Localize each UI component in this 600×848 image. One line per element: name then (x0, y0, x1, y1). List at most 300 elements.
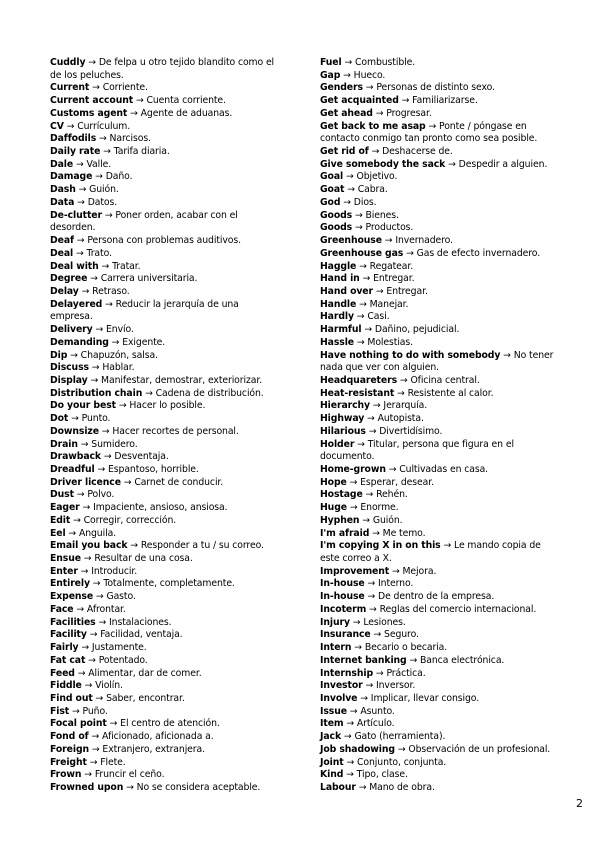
arrow-separator: → (65, 527, 79, 539)
glossary-definition: Productos. (365, 222, 414, 234)
glossary-definition: Entregar. (373, 273, 415, 285)
glossary-term: Greenhouse (320, 235, 382, 247)
arrow-separator: → (343, 171, 357, 183)
glossary-definition: Becario o becaria. (364, 642, 448, 654)
glossary-definition: Manejar. (369, 298, 409, 310)
arrow-separator: → (343, 718, 357, 730)
arrow-separator: → (344, 184, 358, 196)
arrow-separator: → (440, 540, 455, 552)
arrow-separator: → (370, 400, 384, 412)
glossary-definition: Cultivadas en casa. (399, 464, 489, 475)
glossary-entry (50, 210, 282, 235)
glossary-definition: Envío. (106, 324, 134, 336)
glossary-definition: Dios. (353, 196, 377, 208)
glossary-term: Hand in (320, 273, 360, 285)
arrow-separator: → (93, 591, 107, 603)
glossary-definition: Manifestar, demostrar, exteriorizar. (101, 374, 263, 386)
glossary-term: Delayered (50, 298, 103, 310)
glossary-definition: Gato (herramienta). (354, 731, 446, 743)
glossary-term: Internet banking (320, 654, 407, 666)
glossary-definition: Lesiones. (363, 616, 406, 628)
glossary-entry (50, 769, 282, 782)
arrow-separator: → (361, 324, 375, 336)
glossary-entry (50, 375, 282, 388)
glossary-entry (50, 782, 282, 795)
arrow-separator: → (394, 743, 409, 755)
arrow-separator: → (127, 540, 141, 552)
arrow-separator: → (92, 692, 107, 704)
glossary-definition: Entregar. (386, 285, 428, 297)
glossary-entry (50, 515, 282, 528)
glossary-definition: Instalaciones. (109, 616, 172, 628)
glossary-entry (320, 744, 558, 757)
glossary-definition: Exigente. (122, 336, 166, 348)
glossary-entry (50, 451, 282, 464)
glossary-definition: Currículum. (77, 120, 131, 132)
glossary-definition: Bienes. (365, 209, 399, 221)
glossary-entry (50, 400, 282, 413)
glossary-entry (50, 426, 282, 439)
glossary-term: Drain (50, 438, 78, 450)
glossary-term: Entirely (50, 578, 90, 590)
glossary-term: Edit (50, 514, 71, 526)
glossary-definition: Anguila. (78, 527, 117, 539)
glossary-definition: Resistente al calor. (407, 387, 494, 399)
glossary-term: Dash (50, 184, 76, 196)
arrow-separator: → (86, 756, 101, 768)
arrow-separator: → (74, 667, 89, 679)
glossary-entry (50, 744, 282, 757)
glossary-entry (50, 502, 282, 515)
arrow-separator: → (69, 705, 83, 717)
arrow-separator: → (403, 247, 417, 259)
glossary-definition: Reglas del comercio internacional. (379, 603, 537, 615)
arrow-separator: → (381, 235, 396, 247)
arrow-separator: → (370, 629, 385, 641)
glossary-definition: Mejora. (402, 565, 437, 577)
glossary-entry (320, 502, 558, 515)
arrow-separator: → (362, 82, 377, 94)
glossary-term: Enter (50, 565, 78, 577)
glossary-term: Eel (50, 527, 66, 539)
glossary-term: Hierarchy (320, 400, 371, 412)
glossary-term: Deal (50, 247, 74, 259)
glossary-entry (50, 273, 282, 286)
glossary-definition: Impaciente, ansioso, ansiosa. (93, 502, 228, 514)
glossary-term: Degree (50, 273, 88, 285)
arrow-separator: → (340, 69, 354, 81)
glossary-term: Daffodils (50, 133, 97, 145)
glossary-definition: Flete. (100, 756, 126, 768)
glossary-term: Focal point (50, 718, 107, 730)
glossary-definition: Persona con problemas auditivos. (87, 235, 241, 247)
glossary-entry (50, 617, 282, 630)
glossary-entry (50, 693, 282, 706)
glossary-entry (320, 413, 558, 426)
glossary-definition: Cadena de distribución. (155, 387, 264, 399)
glossary-entry (50, 540, 282, 553)
glossary-term: Hardly (320, 311, 354, 323)
glossary-term: Get ahead (320, 107, 373, 119)
glossary-entry (50, 668, 282, 681)
glossary-term: Frown (50, 769, 82, 781)
arrow-separator: → (102, 298, 116, 310)
glossary-term: Labour (320, 781, 356, 793)
glossary-definition: No tener nada que ver con alguien. (320, 349, 554, 374)
glossary-entry (320, 286, 558, 299)
glossary-entry (320, 388, 558, 401)
glossary-definition: De dentro de la empresa. (378, 591, 495, 603)
arrow-separator: → (81, 680, 96, 692)
glossary-definition: Titular, persona que figura en el documento. (320, 438, 514, 463)
glossary-entry (320, 210, 558, 223)
glossary-entry (50, 604, 282, 617)
glossary-definition: Familiarizarse. (412, 95, 478, 107)
glossary-definition: Interno. (378, 578, 414, 590)
page-number: 2 (576, 797, 583, 810)
arrow-separator: → (362, 489, 377, 501)
arrow-separator: → (73, 603, 87, 615)
glossary-definition: Artículo. (356, 718, 395, 730)
glossary-entry (320, 706, 558, 719)
glossary-term: Joint (320, 756, 344, 768)
glossary-definition: Polvo. (87, 489, 115, 501)
glossary-term: Incoterm (320, 603, 367, 615)
glossary-term: De-clutter (50, 209, 102, 221)
glossary-term: Hilarious (320, 425, 366, 437)
arrow-separator: → (364, 578, 379, 590)
arrow-separator: → (127, 107, 141, 119)
glossary-definition: Poner orden, acabar con el desorden. (50, 209, 238, 234)
glossary-entry (50, 121, 282, 134)
glossary-term: Heat-resistant (320, 387, 395, 399)
glossary-definition: Implicar, llevar consigo. (370, 692, 480, 704)
glossary-definition: Guión. (89, 184, 119, 196)
arrow-separator: → (79, 502, 94, 514)
arrow-separator: → (349, 616, 364, 628)
glossary-definition: Molestias. (367, 336, 414, 348)
glossary-term: Haggle (320, 260, 357, 272)
glossary-definition: Sumidero. (91, 438, 138, 450)
glossary-entry (50, 362, 282, 375)
glossary-entry (320, 489, 558, 502)
glossary-entry (320, 668, 558, 681)
glossary-term: Current (50, 82, 90, 94)
arrow-separator: → (89, 743, 103, 755)
arrow-separator: → (364, 413, 378, 425)
glossary-entry (320, 311, 558, 324)
arrow-separator: → (389, 565, 403, 577)
glossary-term: Involve (320, 692, 358, 704)
glossary-definition: Introducir. (91, 565, 138, 577)
arrow-separator: → (73, 235, 88, 247)
arrow-separator: → (356, 260, 370, 272)
arrow-separator: → (123, 781, 137, 793)
glossary-entry (320, 375, 558, 388)
glossary-term: In-house (320, 591, 365, 603)
glossary-term: Hyphen (320, 514, 360, 526)
glossary-definition: Datos. (87, 196, 118, 208)
glossary-term: Highway (320, 413, 365, 425)
glossary-entry (50, 413, 282, 426)
arrow-separator: → (108, 336, 123, 348)
arrow-separator: → (67, 349, 81, 361)
glossary-definition: Despedir a alguien. (458, 158, 548, 170)
arrow-separator: → (75, 184, 90, 196)
arrow-separator: → (357, 692, 371, 704)
arrow-separator: → (354, 336, 368, 348)
glossary-term: Cuddly (50, 57, 86, 68)
glossary-entry (320, 655, 558, 668)
glossary-definition: Jerarquía. (383, 400, 428, 412)
glossary-entry (320, 171, 558, 184)
glossary-entry (320, 197, 558, 210)
glossary-entry (50, 57, 282, 82)
glossary-entry (320, 515, 558, 528)
arrow-separator: → (106, 718, 121, 730)
glossary-definition: Banca electrónica. (420, 654, 505, 666)
glossary-term: Delay (50, 285, 79, 297)
glossary-term: Facility (50, 629, 87, 641)
glossary-term: Deal with (50, 260, 99, 272)
glossary-term: Facilities (50, 616, 96, 628)
arrow-separator: → (73, 489, 88, 501)
glossary-definition: Mano de obra. (369, 781, 435, 793)
glossary-definition: Carrera universitaria. (100, 273, 198, 285)
arrow-separator: → (359, 273, 374, 285)
arrow-separator: → (101, 451, 115, 463)
glossary-entry (50, 184, 282, 197)
glossary-entry (320, 718, 558, 731)
arrow-separator: → (86, 629, 101, 641)
arrow-separator: → (352, 222, 366, 234)
glossary-entry (320, 617, 558, 630)
glossary-entry (50, 171, 282, 184)
glossary-entry (320, 578, 558, 591)
glossary-entry (320, 261, 558, 274)
arrow-separator: → (88, 731, 103, 743)
arrow-separator: → (70, 514, 84, 526)
glossary-term: Dot (50, 413, 69, 425)
arrow-separator: → (373, 285, 387, 297)
glossary-term: Have nothing to do with somebody (320, 349, 501, 361)
glossary-definition: Combustible. (355, 57, 416, 68)
glossary-entry (50, 299, 282, 324)
glossary-definition: Reducir la jerarquía de una empresa. (50, 298, 239, 323)
glossary-term: Huge (320, 502, 347, 514)
glossary-entry (50, 655, 282, 668)
glossary-entry (50, 324, 282, 337)
glossary-definition: Carnet de conducir. (134, 476, 224, 488)
arrow-separator: → (120, 476, 135, 488)
glossary-entry (50, 731, 282, 744)
glossary-term: Discuss (50, 362, 89, 374)
glossary-definition: Valle. (86, 158, 112, 170)
arrow-separator: → (73, 158, 87, 170)
glossary-definition: Gas de efecto invernadero. (416, 247, 541, 259)
glossary-definition: Regatear. (369, 260, 414, 272)
glossary-definition: Fruncir el ceño. (94, 769, 165, 781)
arrow-separator: → (351, 642, 365, 654)
glossary-definition: Agente de aduanas. (140, 107, 233, 119)
glossary-definition: Cuenta corriente. (146, 95, 226, 107)
glossary-entry (320, 591, 558, 604)
glossary-column-left (50, 57, 282, 795)
glossary-definition: Práctica. (386, 667, 426, 679)
glossary-entry (50, 528, 282, 541)
glossary-term: Get back to me asap (320, 120, 426, 132)
glossary-entry (320, 108, 558, 121)
glossary-entry (320, 540, 558, 565)
arrow-separator: → (133, 95, 147, 107)
arrow-separator: → (92, 171, 106, 183)
arrow-separator: → (354, 438, 368, 450)
glossary-term: Frowned upon (50, 781, 124, 793)
glossary-term: Deaf (50, 235, 74, 247)
glossary-entry (50, 337, 282, 350)
glossary-term: I'm afraid (320, 527, 370, 539)
arrow-separator: → (445, 158, 459, 170)
glossary-definition: Seguro. (384, 629, 419, 641)
glossary-term: Fat cat (50, 654, 86, 666)
glossary-entry (320, 146, 558, 159)
glossary-term: Customs agent (50, 107, 128, 119)
glossary-definition: Invernadero. (395, 235, 453, 247)
arrow-separator: → (87, 273, 101, 285)
glossary-entry (320, 477, 558, 490)
glossary-entry (320, 121, 558, 146)
arrow-separator: → (94, 464, 108, 475)
glossary-term: Improvement (320, 565, 390, 577)
arrow-separator: → (101, 209, 116, 221)
glossary-entry (320, 426, 558, 439)
glossary-term: Kind (320, 769, 344, 781)
glossary-definition: Deshacerse de. (382, 146, 453, 158)
glossary-definition: Le mando copia de este correo a X. (320, 540, 541, 565)
glossary-entry (50, 388, 282, 401)
glossary-definition: Aficionado, aficionada a. (102, 731, 214, 743)
glossary-definition: De felpa u otro tejido blandito como el de los peluches. (50, 57, 275, 81)
glossary-term: Fist (50, 705, 70, 717)
arrow-separator: → (365, 425, 380, 437)
glossary-definition: No se considera aceptable. (136, 781, 261, 793)
glossary-definition: El centro de atención. (120, 718, 220, 730)
glossary-entry (320, 731, 558, 744)
glossary-term: Ensue (50, 553, 81, 565)
glossary-entry (50, 235, 282, 248)
glossary-term: Genders (320, 82, 363, 94)
glossary-term: Dust (50, 489, 74, 501)
arrow-separator: → (78, 285, 93, 297)
arrow-separator: → (362, 680, 376, 692)
arrow-separator: → (98, 260, 113, 272)
glossary-term: Holder (320, 438, 355, 450)
arrow-separator: → (353, 311, 368, 323)
glossary-term: Foreign (50, 743, 90, 755)
glossary-term: Fuel (320, 57, 342, 68)
glossary-term: Item (320, 718, 344, 730)
glossary-term: Harmful (320, 324, 362, 336)
arrow-separator: → (73, 247, 87, 259)
arrow-separator: → (398, 95, 413, 107)
glossary-definition: Observación de un profesional. (408, 743, 551, 755)
arrow-separator: → (77, 565, 92, 577)
glossary-entry (320, 248, 558, 261)
glossary-term: Dip (50, 349, 68, 361)
arrow-separator: → (341, 731, 355, 743)
glossary-entry (50, 477, 282, 490)
glossary-entry (50, 680, 282, 693)
glossary-definition: Hacer recortes de personal. (112, 425, 239, 437)
glossary-definition: Afrontar. (86, 603, 126, 615)
arrow-separator: → (89, 578, 104, 590)
arrow-separator: → (394, 387, 408, 399)
glossary-term: Hostage (320, 489, 363, 501)
glossary-definition: Progresar. (386, 107, 432, 119)
glossary-entry (50, 464, 282, 477)
arrow-separator: → (343, 756, 358, 768)
arrow-separator: → (364, 591, 379, 603)
glossary-entry (320, 337, 558, 350)
glossary-entry (320, 439, 558, 464)
glossary-term: Get rid of (320, 146, 369, 158)
arrow-separator: → (80, 553, 95, 565)
glossary-term: Expense (50, 591, 94, 603)
glossary-term: Email you back (50, 540, 128, 552)
arrow-separator: → (425, 120, 440, 132)
glossary-term: Eager (50, 502, 80, 514)
glossary-entry (50, 629, 282, 642)
glossary-entry (50, 350, 282, 363)
glossary-entry (320, 464, 558, 477)
arrow-separator: → (341, 57, 356, 68)
glossary-entry (320, 299, 558, 312)
glossary-term: Face (50, 603, 74, 615)
glossary-entry (50, 591, 282, 604)
glossary-term: Current account (50, 95, 134, 107)
glossary-term: Handle (320, 298, 357, 310)
arrow-separator: → (343, 769, 357, 781)
arrow-separator: → (92, 324, 107, 336)
arrow-separator: → (346, 502, 361, 514)
glossary-term: Fairly (50, 642, 79, 654)
arrow-separator: → (78, 642, 92, 654)
glossary-entry (320, 70, 558, 83)
glossary-entry (320, 566, 558, 579)
glossary-definition: Desventaja. (114, 451, 169, 463)
arrow-separator: → (81, 769, 95, 781)
glossary-term: Distribution chain (50, 387, 143, 399)
glossary-definition: Asunto. (360, 705, 395, 717)
glossary-definition: Divertidísimo. (379, 425, 443, 437)
arrow-separator: → (74, 196, 88, 208)
glossary-entry (320, 273, 558, 286)
glossary-entry (50, 578, 282, 591)
arrow-separator: → (77, 438, 92, 450)
arrow-separator: → (372, 107, 387, 119)
arrow-separator: → (355, 781, 370, 793)
glossary-term: Daily rate (50, 146, 101, 158)
glossary-definition: Facilidad, ventaja. (100, 629, 183, 641)
glossary-term: Get acquainted (320, 95, 399, 107)
arrow-separator: → (98, 425, 113, 437)
glossary-term: Goal (320, 171, 344, 183)
glossary-term: Goods (320, 209, 353, 221)
glossary-entry (320, 324, 558, 337)
glossary-entry (320, 769, 558, 782)
glossary-definition: Espantoso, horrible. (108, 464, 199, 475)
glossary-definition: Extranjero, extranjera. (102, 743, 205, 755)
